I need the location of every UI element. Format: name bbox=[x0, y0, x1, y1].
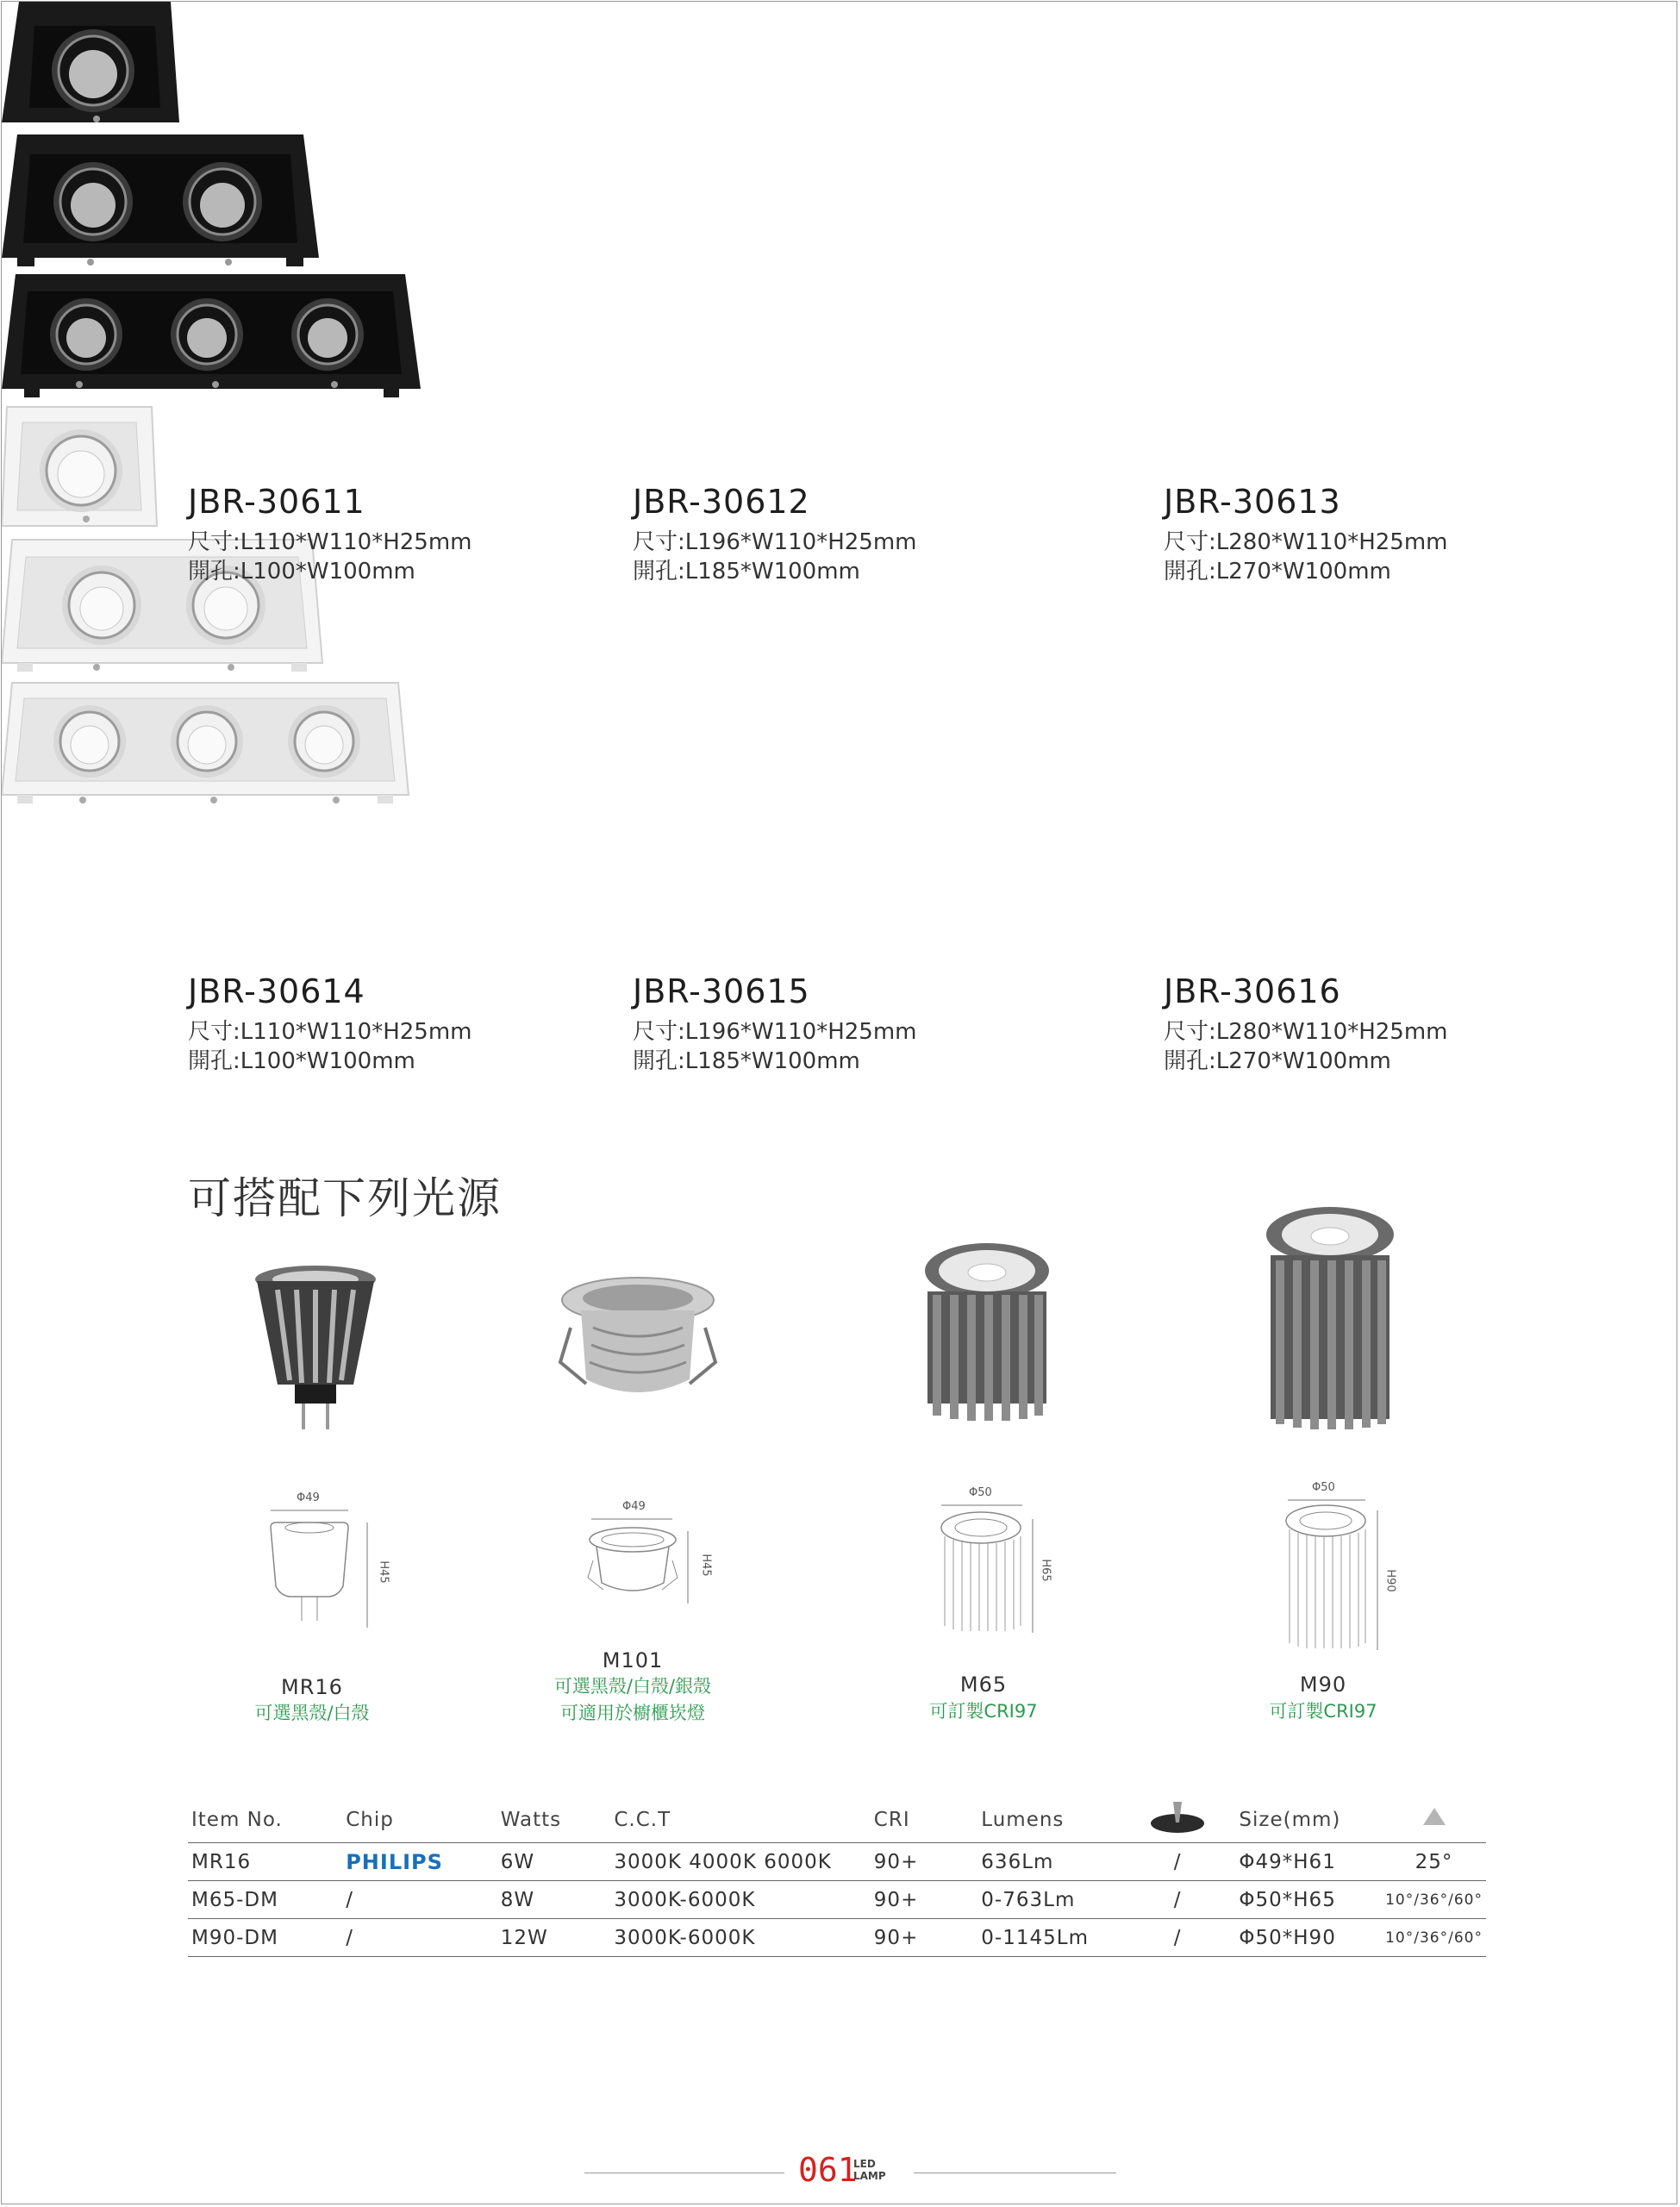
cell bbox=[342, 1843, 497, 1881]
product-cutout: 開孔:L100*W100mm bbox=[188, 559, 415, 585]
m90-diameter: Φ50 bbox=[1312, 1481, 1335, 1494]
beam-angle-icon bbox=[1421, 1806, 1447, 1829]
cell: 3000K-6000K bbox=[610, 1881, 870, 1919]
cell: 10°/36°/60° bbox=[1382, 1919, 1486, 1957]
philips-logo: PHILIPS bbox=[346, 1849, 443, 1874]
page-tag bbox=[853, 2158, 886, 2182]
m90-height: H90 bbox=[1383, 1569, 1397, 1592]
product-code: JBR-30612 bbox=[633, 483, 810, 521]
col-header: Size(mm) bbox=[1239, 1809, 1341, 1831]
page-number: 061 bbox=[798, 2151, 858, 2189]
cell: Φ49*H61 bbox=[1235, 1843, 1382, 1881]
product-cutout: 開孔:L185*W100mm bbox=[633, 559, 860, 585]
page-tag-line: LAMP bbox=[853, 2170, 886, 2182]
cell: Φ50*H90 bbox=[1235, 1919, 1382, 1957]
m101-diameter: Φ49 bbox=[622, 1500, 646, 1513]
col-header: Lumens bbox=[981, 1809, 1065, 1831]
product-size: 尺寸:L280*W110*H25mm bbox=[1164, 529, 1448, 555]
cell: 12W bbox=[497, 1919, 611, 1957]
product-code: JBR-30613 bbox=[1164, 483, 1341, 521]
cell: / bbox=[1120, 1881, 1236, 1919]
light-source-name: M90 bbox=[1299, 1672, 1347, 1697]
light-source-note: 可訂製CRI97 bbox=[1269, 1701, 1377, 1722]
light-source-name: MR16 bbox=[281, 1675, 343, 1699]
cell: 90+ bbox=[871, 1919, 978, 1957]
cell: 636Lm bbox=[977, 1843, 1120, 1881]
m65-dimension-drawing bbox=[931, 1497, 1043, 1635]
cell: M65-DM bbox=[188, 1881, 342, 1919]
product-code: JBR-30614 bbox=[188, 972, 365, 1010]
cell: / bbox=[1120, 1843, 1236, 1881]
spec-table bbox=[188, 1797, 1486, 1957]
cell: 0-1145Lm bbox=[977, 1919, 1120, 1957]
m65-lamp-image bbox=[922, 1241, 1052, 1422]
m90-lamp-image bbox=[1264, 1204, 1396, 1433]
cell: 0-763Lm bbox=[977, 1881, 1120, 1919]
cell: 8W bbox=[497, 1881, 611, 1919]
product-cutout: 開孔:L270*W100mm bbox=[1164, 1048, 1391, 1074]
table-header-row bbox=[188, 1797, 1486, 1843]
light-source-note: 可適用於櫥櫃崁燈 bbox=[560, 1703, 705, 1723]
light-source-note: 可選黑殼/白殼 bbox=[254, 1703, 370, 1723]
cell: / bbox=[342, 1881, 497, 1919]
cell: MR16 bbox=[188, 1843, 342, 1881]
col-header: Item No. bbox=[191, 1809, 283, 1831]
product-cutout: 開孔:L185*W100mm bbox=[633, 1048, 860, 1074]
m101-dimension-drawing bbox=[586, 1509, 707, 1612]
product-cutout: 開孔:L100*W100mm bbox=[188, 1048, 415, 1074]
mr16-dimension-drawing bbox=[259, 1500, 388, 1629]
cell: 3000K-6000K bbox=[610, 1919, 870, 1957]
section-title: 可搭配下列光源 bbox=[188, 1173, 502, 1223]
m90-dimension-drawing bbox=[1276, 1491, 1388, 1655]
cell: / bbox=[1120, 1919, 1236, 1957]
product-cutout: 開孔:L270*W100mm bbox=[1164, 559, 1391, 585]
m101-height: H45 bbox=[699, 1554, 713, 1577]
product-code: JBR-30615 bbox=[633, 972, 810, 1010]
m65-diameter: Φ50 bbox=[969, 1486, 992, 1499]
light-source-note: 可選黑殼/白殼/銀殼 bbox=[553, 1676, 712, 1697]
product-code: JBR-30611 bbox=[188, 483, 365, 521]
product-code: JBR-30616 bbox=[1164, 972, 1341, 1010]
mr16-height: H45 bbox=[377, 1560, 390, 1584]
product-size: 尺寸:L196*W110*H25mm bbox=[633, 529, 917, 555]
col-header: CRI bbox=[873, 1809, 910, 1831]
table-row bbox=[188, 1881, 1486, 1919]
cell: 90+ bbox=[871, 1881, 978, 1919]
cell: M90-DM bbox=[188, 1919, 342, 1957]
cell: / bbox=[342, 1919, 497, 1957]
product-size: 尺寸:L280*W110*H25mm bbox=[1164, 1019, 1448, 1045]
col-header: Chip bbox=[346, 1809, 394, 1831]
cell: 90+ bbox=[871, 1843, 978, 1881]
mr16-diameter: Φ49 bbox=[297, 1491, 320, 1504]
cell: 10°/36°/60° bbox=[1382, 1881, 1486, 1919]
m101-lamp-image bbox=[552, 1276, 724, 1414]
product-size: 尺寸:L196*W110*H25mm bbox=[633, 1019, 917, 1045]
light-source-note: 可訂製CRI97 bbox=[929, 1701, 1038, 1722]
cell: Φ50*H65 bbox=[1235, 1881, 1382, 1919]
cell: 6W bbox=[497, 1843, 611, 1881]
page-tag-line: LED bbox=[853, 2158, 876, 2170]
m65-height: H65 bbox=[1039, 1559, 1052, 1582]
mr16-lamp-image bbox=[252, 1264, 379, 1436]
light-source-name: M101 bbox=[602, 1648, 664, 1672]
table-row bbox=[188, 1843, 1486, 1881]
col-header: C.C.T bbox=[614, 1809, 671, 1831]
cell: 3000K 4000K 6000K bbox=[610, 1843, 870, 1881]
col-header-beam bbox=[1382, 1797, 1486, 1843]
cell: 25° bbox=[1382, 1843, 1486, 1881]
table-row bbox=[188, 1919, 1486, 1957]
disc-light-icon bbox=[1149, 1800, 1206, 1835]
light-source-name: M65 bbox=[959, 1672, 1008, 1697]
col-header: Watts bbox=[500, 1809, 562, 1831]
product-size: 尺寸:L110*W110*H25mm bbox=[188, 529, 472, 555]
product-size: 尺寸:L110*W110*H25mm bbox=[188, 1019, 472, 1045]
col-header-disc bbox=[1120, 1797, 1236, 1843]
